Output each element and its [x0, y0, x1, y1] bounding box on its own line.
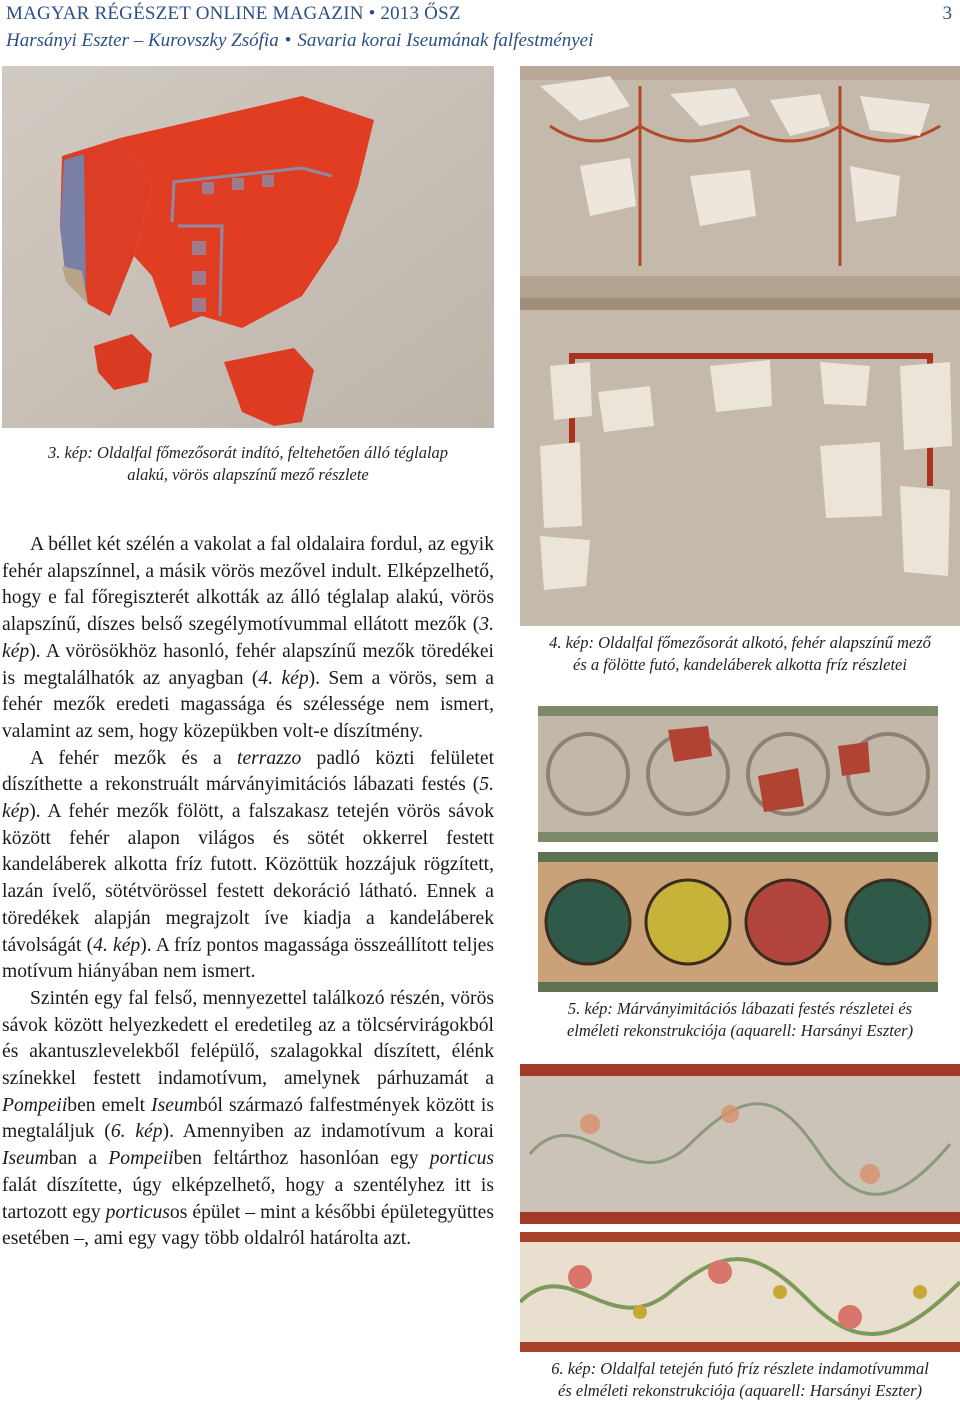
marble-roundel	[846, 880, 930, 964]
dado-fragments	[538, 706, 938, 842]
caption-line: 5. kép: Márványimitációs lábazati festés részletei és	[567, 999, 913, 1018]
white-field-reconstruction	[520, 66, 960, 626]
figure-6-photo	[520, 1064, 960, 1224]
figure-4-caption	[520, 632, 960, 676]
dado-watercolor	[538, 852, 938, 992]
figure-6-reconstruction	[520, 1232, 960, 1352]
paragraph-3: Szintén egy fal felső, mennyezettel találkozó részén, vörös sávok között helyezkedett el eredetileg az a tölcsérvirágokból és akantuszlevelekből felépülő, szalagokkal díszített, élénk színekkel festett indamotívum, amelynek párhuzamát a Pompeiiben emelt Iseumból származó falfestmények között is megtaláljuk (6. kép). Amennyiben az indamotívum a korai Iseumban a Pompeiiben feltárthoz hasonlóan egy porticus falát díszítette, úgy elképzelhető, hogy a szentélyhez itt is tartozott egy porticusos épület – mint a későbbi épületegyüttes esetében –, ami egy vagy több oldalról határolta azt.	[2, 987, 495, 1250]
figure-3-image	[2, 66, 494, 428]
article-body	[2, 532, 494, 1253]
authors: Harsányi Eszter – Kurovszky Zsófia	[6, 30, 279, 51]
separator-dot: •	[284, 30, 292, 51]
caption-line: alakú, vörös alapszínű mező részlete	[127, 465, 369, 484]
caption-line: 6. kép: Oldalfal tetején futó fríz részlete indamotívummal	[551, 1359, 929, 1378]
marble-roundel	[646, 880, 730, 964]
red-band	[520, 276, 960, 298]
figure-5-reconstruction	[538, 852, 938, 992]
caption-line: 4. kép: Oldalfal főmezősorát alkotó, fehér alapszínű mező	[549, 633, 931, 652]
figure-5-caption	[520, 998, 960, 1042]
caption-line: elméleti rekonstrukciója (aquarell: Harsányi Eszter)	[566, 1021, 914, 1040]
scroll-watercolor	[520, 1232, 960, 1352]
journal-title: MAGYAR RÉGÉSZET ONLINE MAGAZIN • 2013 ŐSZ	[6, 3, 461, 24]
page-number: 3	[942, 3, 952, 24]
marble-roundel	[746, 880, 830, 964]
scroll-fragments	[520, 1064, 960, 1224]
figure-5-photo	[538, 706, 938, 842]
paragraph-2: A fehér mezők és a terrazzo padló közti felületet díszíthette a rekonstruált márványimitációs lábazati festés (5. kép). A fehér mezők fölött, a falszakasz tetején vörös sávok között fehér alapon világos és sötét okkerrel festett kandeláberek alkotta fríz futott. Közöttük hozzájuk rögzített, lazán ívelő, sötétvörössel festett dekoráció látható. Ennek a töredékek alapján megrajzolt íve kiadja a kandeláberek távolságát (4. kép). A fríz pontos magassága összeállított teljes motívum hiányában nem ismert.	[2, 747, 495, 983]
marble-roundel	[546, 880, 630, 964]
paragraph-1: A béllet két szélén a vakolat a fal oldalaira fordul, az egyik fehér alapszínnel, a másik vörös mezővel indult. Elképzelhető, hogy e fal főregiszterét alkották az álló téglalap alakú, vörös alapszínű, díszes belső szegélymotívummal ellátott mezők (3. kép). A vörösökhöz hasonló, fehér alapszínű mezők töredékei is megtalálhatók az anyagban (4. kép). Sem a vörös, sem a fehér mezők eredeti magassága és szélessége nem ismert, valamint az sem, hogy közepükben volt-e díszítmény.	[2, 534, 494, 742]
article-title: Savaria korai Iseumának falfestményei	[297, 30, 594, 51]
caption-line: és elméleti rekonstrukciója (aquarell: Harsányi Eszter)	[558, 1381, 922, 1400]
fresco-fragments-red	[2, 66, 494, 428]
caption-line: és a fölötte futó, kandeláberek alkotta fríz részletei	[573, 655, 907, 674]
caption-line: 3. kép: Oldalfal főmezősorát indító, feltehetően álló téglalap	[47, 443, 449, 462]
figure-4-image	[520, 66, 960, 626]
figure-3-caption	[2, 442, 494, 486]
figure-6-caption	[520, 1358, 960, 1402]
article-byline	[6, 30, 593, 52]
